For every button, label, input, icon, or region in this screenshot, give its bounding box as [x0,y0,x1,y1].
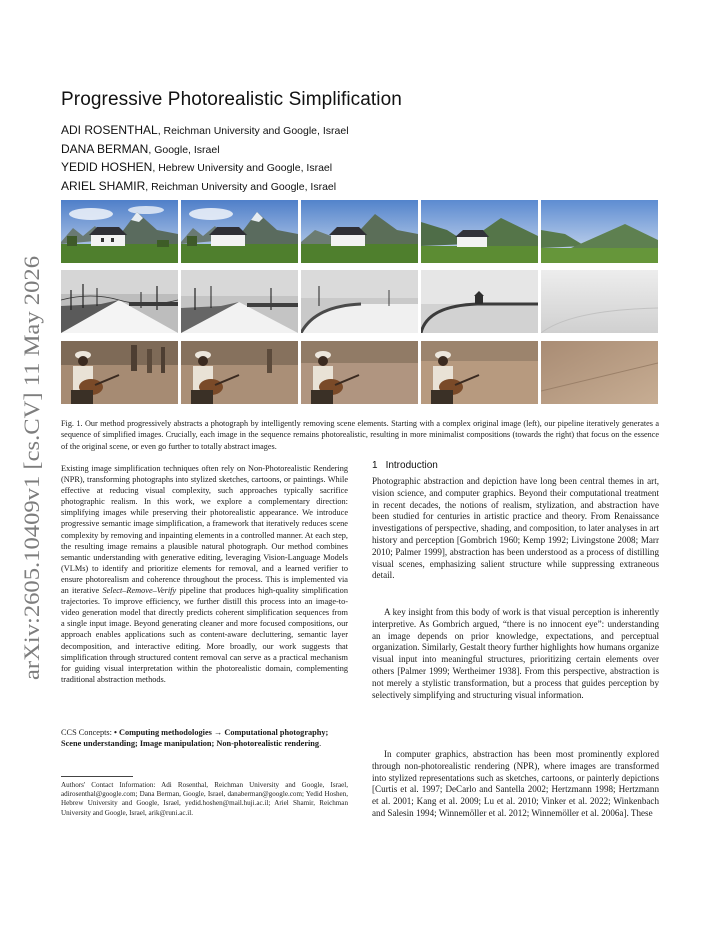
figure-image [301,270,418,333]
pipeline-name: Select–Remove–Verify [102,586,177,596]
figure-image [421,270,538,333]
body-paragraph: Photographic abstraction and depiction have long been central themes in art, vision science, and computer graphics. Beyond their computational treatment in recent decades, the notions of realism, stylization, and abstraction have been studied for centuries in artistic practice and theory. From Renaissance investigations of perspective, shading, and composition, to later analyses in art history and perception [Gombrich 1960; Kemp 1992; Livingstone 2008; Marr 2010; Palmer 1999], abstraction has been understood as a process of distilling visual scenes, emphasizing salient structure while suppressing extraneous detail. [372,476,659,581]
figure-image [301,341,418,404]
author-line [61,122,481,141]
figure-image [61,341,178,404]
ccs-label: CCS Concepts: [61,728,115,737]
author-affiliation: , Hebrew University and Google, Israel [152,162,333,174]
figure-image [541,270,658,333]
author-name: ADI ROSENTHAL [61,123,158,137]
figure-image [421,200,538,263]
teaser-figure [61,200,658,404]
author-contact-footnote: Authors' Contact Information: Adi Rosenthal, Reichman University and Google, Israel, adirosenthal@google.com; Dana Berman, Google, Israel, danaberman@google.com; Yedid Hoshen, Hebrew University and Google, Israel, yedid.hoshen@mail.huji.ac.il; Ariel Shamir, Reichman University and Google, Israel, arik@runi.ac.il. [61,781,348,817]
figure-image [61,200,178,263]
author-name: YEDID HOSHEN [61,160,153,174]
ccs-concept-list: • Computing methodologies → Computational photography; Scene understanding; Image manipulation; Non-photorealistic rendering [61,728,329,749]
abstract [61,463,348,685]
body-paragraph: A key insight from this body of work is that visual perception is inherently interpretive. As Gombrich argued, “there is no innocent eye”: understanding an image depends on prior knowledge, expectations, and perceptual organization. Similarly, Gestalt theory further highlights how humans organize visual input into meaningful structures, prioritizing certain elements over others [Palmer 1999; Wertheimer 1938]. From this perspective, abstraction is not merely a stylistic transformation, but a process that guides perception by selectively simplifying and structuring visual information. [372,607,659,700]
figure-image [541,200,658,263]
section-number: 1 [372,460,378,471]
abstract-text: Existing image simplification techniques often rely on Non-Photorealistic Rendering (NPR), transforming photographs into stylized sketches, cartoons, or paintings. While effective at reducing visual complexity, such approaches typically sacrifice photographic realism. In this work, we explore a complementary direction: simplifying images while preserving their photorealistic appearance. We introduce progressive semantic image simplification, a framework that iteratively reduces scene complexity by removing and inpainting elements in a controlled manner. At each step, the resulting image remains a plausible natural photograph. Our method combines semantic understanding with generative editing, leveraging Vision-Language Models (VLMs) to identify and prioritize elements for removal, and a learned verifier to ensure photorealism and coherence throughout the process. This is implemented via an iterative [61,464,348,596]
section-title: Introduction [385,460,438,471]
figure-image [301,200,418,263]
paper-title: Progressive Photorealistic Simplification [61,89,402,110]
figure-image [181,200,298,263]
author-affiliation: , Reichman University and Google, Israel [145,180,337,193]
arxiv-stamp [8,256,48,680]
author-name: ARIEL SHAMIR [61,178,146,193]
figure-image [541,341,658,404]
author-line [61,159,481,178]
footnote-rule [61,776,133,777]
ccs-end: . [319,739,322,749]
author-list [61,122,481,196]
author-affiliation: , Google, Israel [148,143,220,156]
author-name: DANA BERMAN [61,141,149,156]
author-line [61,178,481,197]
author-affiliation: , Reichman University and Google, Israel [157,125,349,137]
body-paragraph: In computer graphics, abstraction has been most prominently explored through non-photorealistic rendering (NPR), where images are transformed into stylized representations such as sketches, cartoons, or painterly depictions [Curtis et al. 1997; DeCarlo and Santella 2002; Hertzmann 1998; Hertzmann et al. 2001; Kang et al. 2009; Lu et al. 2010; Vinker et al. 2022; Winkenbach and Salesin 1994; Winnemöller et al. 2012; Winnemöller et al. 2006a]. These [372,749,659,818]
author-line [61,141,481,160]
section-heading [372,460,446,471]
figure-image [61,270,178,333]
figure-image [181,270,298,333]
figure-image [181,341,298,404]
abstract-text: pipeline that produces high-quality simplification trajectories. To improve efficiency, we further distill this process into an image-to-video generation model that directly predicts coherent simplification sequences from a single input image. Beyond generating cleaner and more focused compositions, our approach enables applications such as content-aware decluttering, semantic layer decomposition, and interactive editing. More broadly, our work suggests that simplification through structured content removal can serve as a practical mechanism for guiding visual interpretation within the photorealistic domain, complementing traditional abstraction methods. [61,586,348,684]
figure-image [421,341,538,404]
ccs-concepts [61,727,348,749]
arxiv-stamp-text: arXiv:2605.10409v1 [cs.CV] 11 May 2026 [19,300,44,680]
figure-caption: Fig. 1. Our method progressively abstracts a photograph by intelligently removing scene elements. Starting with a complex original image (left), our pipeline iteratively generates a sequence of simplified images. Crucially, each image in the sequence remains photorealistic, resulting in more minimalist compositions (towards the right) that focus on the essence of the original scene, or even go further to totally abstract images. [61,419,659,451]
